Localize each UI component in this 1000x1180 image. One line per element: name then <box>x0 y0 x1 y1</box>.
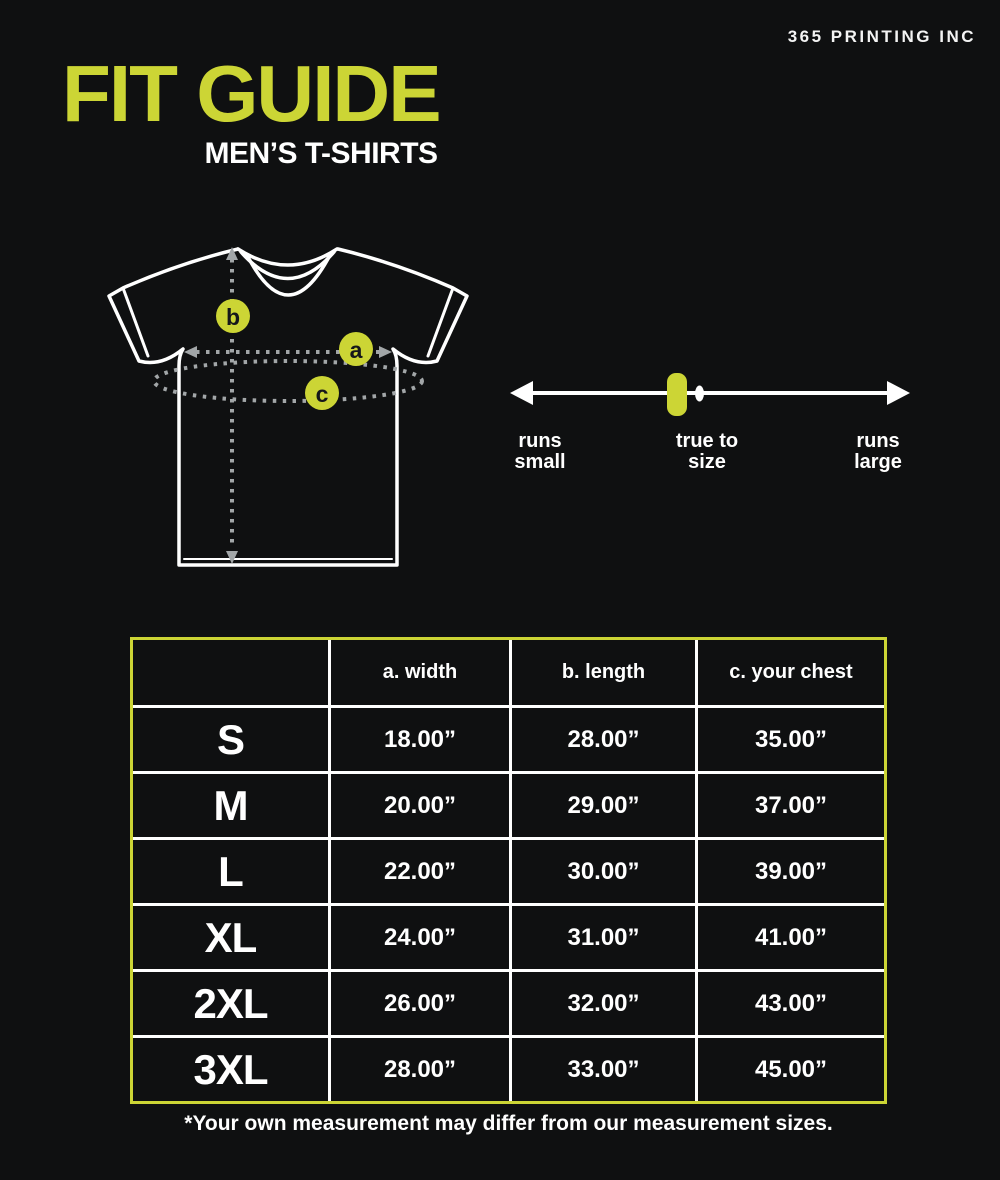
marker-a-label: a <box>349 337 363 363</box>
fit-scale <box>500 365 920 425</box>
length-cell: 28.00” <box>512 708 695 771</box>
marker-a <box>339 332 373 366</box>
chest-cell: 37.00” <box>698 774 884 837</box>
scale-label-runs-large <box>824 431 932 473</box>
col-header-length: b. length <box>512 640 695 705</box>
page-title: FIT GUIDE <box>62 49 440 138</box>
length-measure-line <box>225 247 241 564</box>
width-cell: 22.00” <box>331 840 509 903</box>
size-cell: 2XL <box>133 972 328 1035</box>
scale-label-line: small <box>514 451 566 473</box>
chest-measure-ellipse <box>154 361 422 401</box>
width-cell: 20.00” <box>331 774 509 837</box>
tshirt-outline-icon <box>109 249 467 565</box>
marker-b <box>216 299 250 333</box>
chest-cell: 41.00” <box>698 906 884 969</box>
marker-c-label: c <box>315 381 329 407</box>
scale-label-true-to-size <box>654 431 760 473</box>
chest-cell: 45.00” <box>698 1038 884 1101</box>
size-cell: L <box>133 840 328 903</box>
length-cell: 33.00” <box>512 1038 695 1101</box>
title-block <box>62 49 440 171</box>
col-header-width: a. width <box>331 640 509 705</box>
fit-scale-axis <box>510 381 910 405</box>
length-cell: 30.00” <box>512 840 695 903</box>
col-header-empty <box>133 640 328 705</box>
chest-cell: 43.00” <box>698 972 884 1035</box>
fit-scale-dot-icon <box>695 386 704 402</box>
arrow-right-icon <box>887 381 910 405</box>
length-cell: 29.00” <box>512 774 695 837</box>
tshirt-diagram <box>100 232 476 582</box>
width-cell: 26.00” <box>331 972 509 1035</box>
width-cell: 28.00” <box>331 1038 509 1101</box>
brand-name: 365 PRINTING INC <box>787 27 976 46</box>
scale-label-line: runs <box>518 430 562 452</box>
size-cell: S <box>133 708 328 771</box>
scale-label-line: runs <box>856 430 900 452</box>
col-header-your-chest: c. your chest <box>698 640 884 705</box>
size-cell: XL <box>133 906 328 969</box>
length-cell: 31.00” <box>512 906 695 969</box>
chest-cell: 39.00” <box>698 840 884 903</box>
size-table <box>130 637 887 1104</box>
scale-label-line: size <box>688 451 726 473</box>
length-cell: 32.00” <box>512 972 695 1035</box>
marker-c <box>305 376 339 410</box>
page-subtitle: MEN’S T-SHIRTS <box>204 137 438 170</box>
size-cell: M <box>133 774 328 837</box>
width-cell: 18.00” <box>331 708 509 771</box>
width-cell: 24.00” <box>331 906 509 969</box>
marker-b-label: b <box>225 304 241 330</box>
chest-cell: 35.00” <box>698 708 884 771</box>
fit-scale-slider <box>667 373 687 416</box>
arrow-left-icon <box>510 381 533 405</box>
measurement-disclaimer: *Your own measurement may differ from our measurement sizes. <box>184 1112 833 1135</box>
scale-label-line: large <box>854 451 902 473</box>
scale-label-runs-small <box>487 431 593 473</box>
scale-label-line: true to <box>675 430 739 452</box>
size-cell: 3XL <box>133 1038 328 1101</box>
